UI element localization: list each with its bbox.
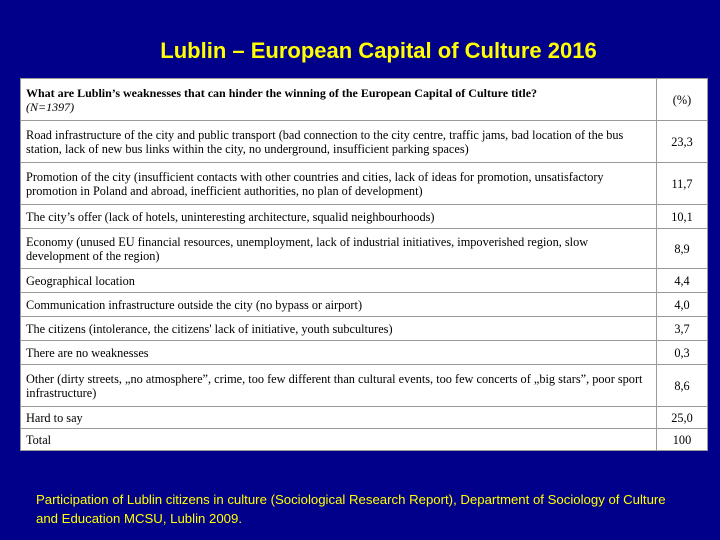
table-row xyxy=(21,407,708,429)
row-value: 4,0 xyxy=(657,293,708,317)
row-label: The city’s offer (lack of hotels, uninteresting architecture, squalid neighbourhoods) xyxy=(21,205,657,229)
survey-table xyxy=(20,78,708,451)
row-value: 3,7 xyxy=(657,317,708,341)
row-label: Other (dirty streets, „no atmosphere”, crime, too few different than cultural events, too few concerts of „big stars”, poor sport infrastructure) xyxy=(21,365,657,407)
slide-number: 20 xyxy=(664,496,679,511)
table-row-total xyxy=(21,429,708,451)
table-row xyxy=(21,341,708,365)
table-row xyxy=(21,163,708,205)
sample-size: (N=1397) xyxy=(26,99,75,114)
row-value: 100 xyxy=(657,429,708,451)
row-label: Road infrastructure of the city and public transport (bad connection to the city centre, traffic jams, bad location of the bus station, lack of new bus links within the city, no underground, insufficient parking spaces) xyxy=(21,121,657,163)
row-label: There are no weaknesses xyxy=(21,341,657,365)
source-citation: Participation of Lublin citizens in culture (Sociological Research Report), Department of Sociology of Culture and Education MCSU, Lublin 2009. xyxy=(36,492,666,526)
row-value: 10,1 xyxy=(657,205,708,229)
row-value: 8,6 xyxy=(657,365,708,407)
question-cell xyxy=(21,79,657,121)
table-row xyxy=(21,365,708,407)
slide-title: Lublin – European Capital of Culture 2016 xyxy=(160,38,597,63)
row-value: 11,7 xyxy=(657,163,708,205)
row-label: The citizens (intolerance, the citizens' lack of initiative, youth subcultures) xyxy=(21,317,657,341)
row-label: Economy (unused EU financial resources, unemployment, lack of industrial initiatives, impoverished region, slow development of the region) xyxy=(21,229,657,269)
row-value: 23,3 xyxy=(657,121,708,163)
table-row xyxy=(21,317,708,341)
table-row xyxy=(21,121,708,163)
row-label: Geographical location xyxy=(21,269,657,293)
row-label: Hard to say xyxy=(21,407,657,429)
row-label: Total xyxy=(21,429,657,451)
unit-header: (%) xyxy=(657,79,708,121)
table-row xyxy=(21,229,708,269)
row-value: 4,4 xyxy=(657,269,708,293)
table-row xyxy=(21,269,708,293)
row-label: Communication infrastructure outside the city (no bypass or airport) xyxy=(21,293,657,317)
row-label: Promotion of the city (insufficient contacts with other countries and cities, lack of ideas for promotion, unsatisfactory promotion in Poland and abroad, inefficient authorities, no plan of development) xyxy=(21,163,657,205)
table-row xyxy=(21,293,708,317)
row-value: 0,3 xyxy=(657,341,708,365)
table-row xyxy=(21,205,708,229)
table-header-row xyxy=(21,79,708,121)
row-value: 8,9 xyxy=(657,229,708,269)
survey-question: What are Lublin’s weaknesses that can hinder the winning of the European Capital of Culture title? xyxy=(26,85,538,100)
row-value: 25,0 xyxy=(657,407,708,429)
